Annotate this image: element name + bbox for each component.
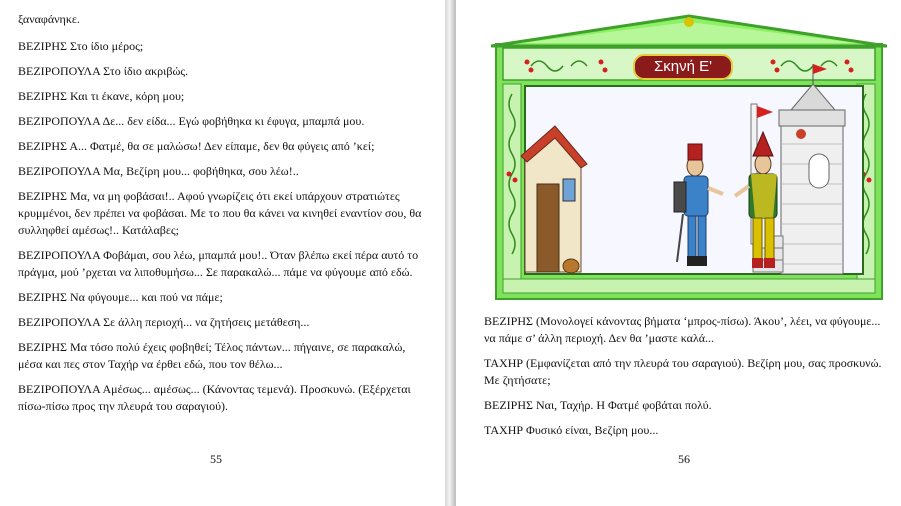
paragraph: ΒΕΖΙΡΗΣ Μα, να μη φοβάσαι!.. Αφού γνωρίζεις ότι εκεί υπάρχουν στρατιώτες κρυμμένοι, δεν πρέπει να φοβάσαι. Με το που θα κάνει να κινηθεί εναντίον σου, θα συλληφθεί αμέσως!.. Κατάλαβες; [18, 189, 422, 237]
paragraph: ΒΕΖΙΡΟΠΟΥΛΑ Φοβάμαι, σου λέω, μπαμπά μου!.. Όταν βλέπω εκεί πέρα αυτό το πράγμα, μού ’ρχεται να λιποθυμήσω... Σε παρακαλώ... πάμε να φύγουμε από εδώ. [18, 248, 419, 279]
paragraph: ξαναφάνηκε. [18, 12, 80, 26]
left-page [0, 0, 445, 506]
paragraph: ΒΕΖΙΡΗΣ Και τι έκανε, κόρη μου; [18, 89, 185, 103]
paragraph: ΤΑΧΗΡ (Εμφανίζεται από την πλευρά του σαραγιού). Βεζίρη μου, σας προσκυνώ. Με ζητήσατε; [484, 356, 882, 387]
page-number: 56 [678, 452, 690, 466]
paragraph: ΒΕΖΙΡΟΠΟΥΛΑ Στο ίδιο ακριβώς. [18, 64, 189, 78]
right-page [456, 0, 901, 506]
scene-title: Σκηνή Ε' [633, 54, 733, 80]
paragraph: ΒΕΖΙΡΗΣ Στο ίδιο μέρος; [18, 39, 144, 53]
paragraph: ΒΕΖΙΡΗΣ Μα τόσο πολύ έχεις φοβηθεί; Τέλος πάντων... πήγαινε, σε παρακαλώ, μέσα και πες στον Ταχήρ να έρθει εδώ, που τον θέλω... [18, 340, 406, 371]
page-number: 55 [210, 452, 222, 466]
paragraph: ΤΑΧΗΡ Φυσικό είναι, Βεζίρη μου... [484, 423, 659, 437]
paragraph: ΒΕΖΙΡΗΣ Να φύγουμε... και πού να πάμε; [18, 290, 223, 304]
paragraph: ΒΕΖΙΡΗΣ Ναι, Ταχήρ. Η Φατμέ φοβάται πολύ. [484, 398, 712, 412]
book-gutter [445, 0, 456, 506]
paragraph: ΒΕΖΙΡΗΣ (Μονολογεί κάνοντας βήματα ‘μπρος-πίσω). Άκου’, λέει, να φύγουμε... να πάμε σ’ άλλη περιοχή. Δεν θα ’μαστε καλά... [484, 314, 881, 345]
left-text-block [18, 11, 430, 423]
paragraph: ΒΕΖΙΡΗΣ Α... Φατμέ, θα σε μαλώσω! Δεν είπαμε, δεν θα φύγεις από ’κεί; [18, 139, 375, 153]
paragraph: ΒΕΖΙΡΟΠΟΥΛΑ Δε... δεν είδα... Εγώ φοβήθηκα κι έφυγα, μπαμπά μου. [18, 114, 365, 128]
right-text-block [484, 313, 884, 447]
paragraph: ΒΕΖΙΡΟΠΟΥΛΑ Σε άλλη περιοχή... να ζητήσεις μετάθεση... [18, 315, 310, 329]
paragraph: ΒΕΖΙΡΟΠΟΥΛΑ Αμέσως... αμέσως... (Κάνοντας τεμενά). Προσκυνώ. (Εξέρχεται πίσω-πίσω προς την πλευρά του σαραγιού). [18, 382, 411, 413]
paragraph: ΒΕΖΙΡΟΠΟΥΛΑ Μα, Βεζίρη μου... φοβήθηκα, σου λέω!.. [18, 164, 299, 178]
scene-illustration [491, 14, 887, 304]
